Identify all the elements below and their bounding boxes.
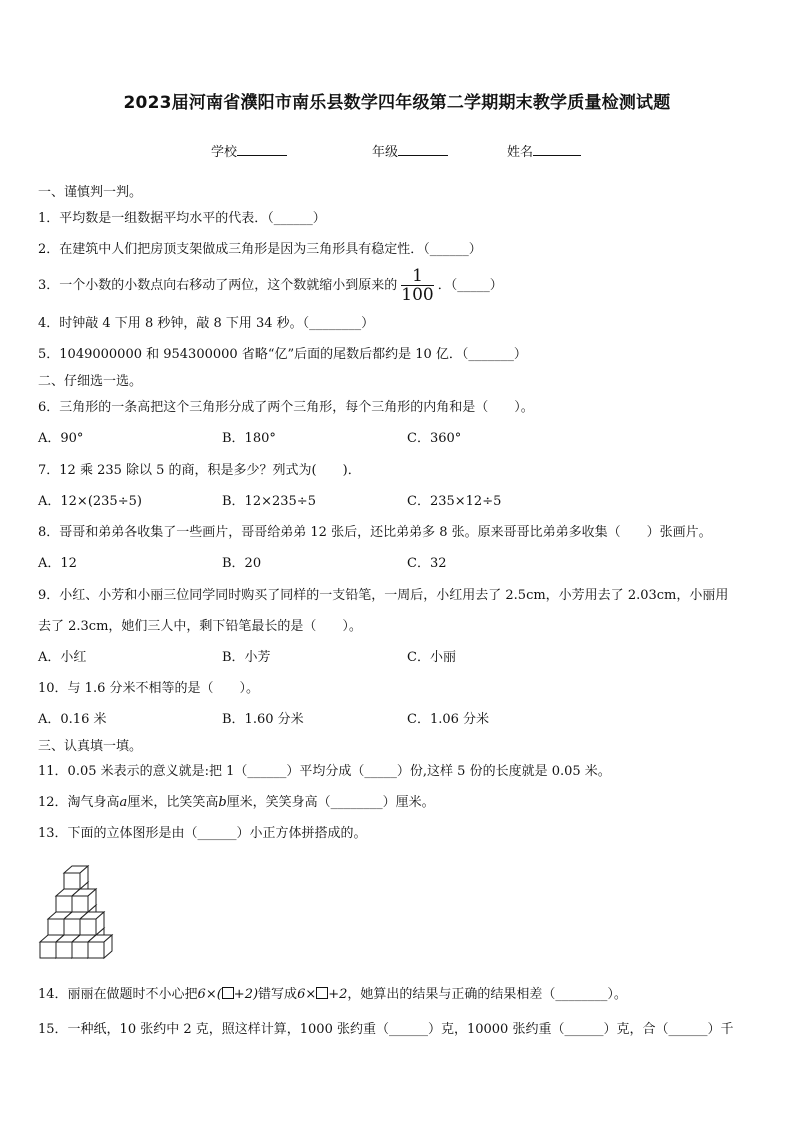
q14-expr-correct: 6×( +2) bbox=[197, 987, 259, 1002]
q7-option-c[interactable]: C．235×12÷5 bbox=[407, 494, 502, 509]
question-3-text: 3．一个小数的小数点向右移动了两位，这个数就缩小到原来的 bbox=[38, 278, 398, 293]
grade-label: 年级 bbox=[372, 145, 399, 160]
grade-field bbox=[372, 141, 448, 160]
q7-option-a[interactable]: A．12×(235÷5) bbox=[38, 494, 142, 509]
question-3 bbox=[38, 267, 503, 304]
cube bbox=[64, 866, 88, 889]
q10-option-b[interactable]: B．1.60 分米 bbox=[222, 712, 304, 727]
grade-blank[interactable] bbox=[398, 142, 448, 156]
fraction-numerator: 1 bbox=[401, 267, 433, 286]
name-blank[interactable] bbox=[533, 142, 581, 156]
question-4: 4．时钟敲 4 下用 8 秒钟，敲 8 下用 34 秒。（________） bbox=[38, 316, 375, 331]
question-8: 8．哥哥和弟弟各收集了一些画片，哥哥给弟弟 12 张后，还比弟弟多 8 张。原来哥哥比弟弟多收集（ ）张画片。 bbox=[38, 525, 712, 540]
q12-var-a: a bbox=[119, 795, 128, 810]
question-3-tail: ．（_____） bbox=[437, 278, 503, 293]
q12-var-b: b bbox=[218, 795, 227, 810]
cube bbox=[72, 889, 96, 912]
school-blank[interactable] bbox=[237, 142, 287, 156]
q12-part-3: 厘米，笑笑身高（________）厘米。 bbox=[226, 795, 435, 810]
q6-option-a[interactable]: A．90° bbox=[38, 431, 84, 446]
q9-option-b[interactable]: B．小芳 bbox=[222, 650, 271, 665]
page-title: 2023届河南省濮阳市南乐县数学四年级第二学期期末教学质量检测试题 bbox=[123, 93, 671, 113]
q12-part-2: 厘米，比笑笑高 bbox=[127, 795, 219, 810]
question-12 bbox=[38, 791, 435, 810]
school-label: 学校 bbox=[211, 145, 238, 160]
question-10: 10．与 1.6 分米不相等的是（ ）。 bbox=[38, 681, 259, 696]
fraction-denominator: 100 bbox=[401, 285, 434, 305]
q14-expr-wrong: 6× +2 bbox=[297, 987, 348, 1002]
question-13: 13．下面的立体图形是由（______）小正方体拼搭成的。 bbox=[38, 826, 367, 841]
blank-box-icon bbox=[316, 987, 328, 999]
q10-option-c[interactable]: C．1.06 分米 bbox=[407, 712, 490, 727]
question-11: 11．0.05 米表示的意义就是:把 1（______）平均分成（_____）份,这样 5 份的长度就是 0.05 米。 bbox=[38, 764, 611, 779]
q14-part-3: ，她算出的结果与正确的结果相差（________）。 bbox=[347, 987, 627, 1002]
q9-option-c[interactable]: C．小丽 bbox=[407, 650, 456, 665]
question-1: 1．平均数是一组数据平均水平的代表．（______） bbox=[38, 211, 326, 226]
q6-option-b[interactable]: B．180° bbox=[222, 431, 276, 446]
q10-option-a[interactable]: A．0.16 米 bbox=[38, 712, 107, 727]
cube-stack-figure bbox=[38, 858, 158, 960]
name-label: 姓名 bbox=[507, 145, 534, 160]
q8-option-b[interactable]: B．20 bbox=[222, 556, 262, 571]
section-heading-judge: 一、谨慎判一判。 bbox=[38, 185, 143, 200]
question-7: 7．12 乘 235 除以 5 的商，积是多少？列式为( )． bbox=[38, 463, 361, 478]
question-5: 5．1049000000 和 954300000 省略“亿”后面的尾数后都约是 10 亿．（_______） bbox=[38, 347, 527, 362]
cube bbox=[88, 935, 112, 958]
q8-option-c[interactable]: C．32 bbox=[407, 556, 447, 571]
section-heading-choose: 二、仔细选一选。 bbox=[38, 374, 143, 389]
fraction bbox=[401, 267, 433, 304]
question-6: 6．三角形的一条高把这个三角形分成了两个三角形，每个三角形的内角和是（ ）。 bbox=[38, 400, 534, 415]
blank-box-icon bbox=[222, 987, 234, 999]
question-2: 2．在建筑中人们把房顶支架做成三角形是因为三角形具有稳定性．（______） bbox=[38, 242, 482, 257]
q6-option-c[interactable]: C．360° bbox=[407, 431, 462, 446]
question-9-line-1: 9．小红、小芳和小丽三位同学同时购买了同样的一支铅笔，一周后，小红用去了 2.5cm，小芳用去了 2.03cm，小丽用 bbox=[38, 588, 729, 603]
q14-part-2: 错写成 bbox=[258, 987, 298, 1002]
q12-part-1: 12．淘气身高 bbox=[38, 795, 120, 810]
question-15: 15．一种纸，10 张约中 2 克，照这样计算，1000 张约重（______）克，10000 张约重（______）克，合（______）千 bbox=[38, 1022, 734, 1037]
q14-part-1: 14．丽丽在做题时不小心把 bbox=[38, 987, 198, 1002]
q9-option-a[interactable]: A．小红 bbox=[38, 650, 87, 665]
question-14 bbox=[38, 983, 627, 1002]
school-field bbox=[211, 141, 287, 160]
q8-option-a[interactable]: A．12 bbox=[38, 556, 77, 571]
q7-option-b[interactable]: B．12×235÷5 bbox=[222, 494, 316, 509]
name-field bbox=[507, 141, 581, 160]
section-heading-fill: 三、认真填一填。 bbox=[38, 739, 143, 754]
question-9-line-2: 去了 2.3cm，她们三人中，剩下铅笔最长的是（ ）。 bbox=[38, 619, 362, 634]
cube bbox=[80, 912, 104, 935]
